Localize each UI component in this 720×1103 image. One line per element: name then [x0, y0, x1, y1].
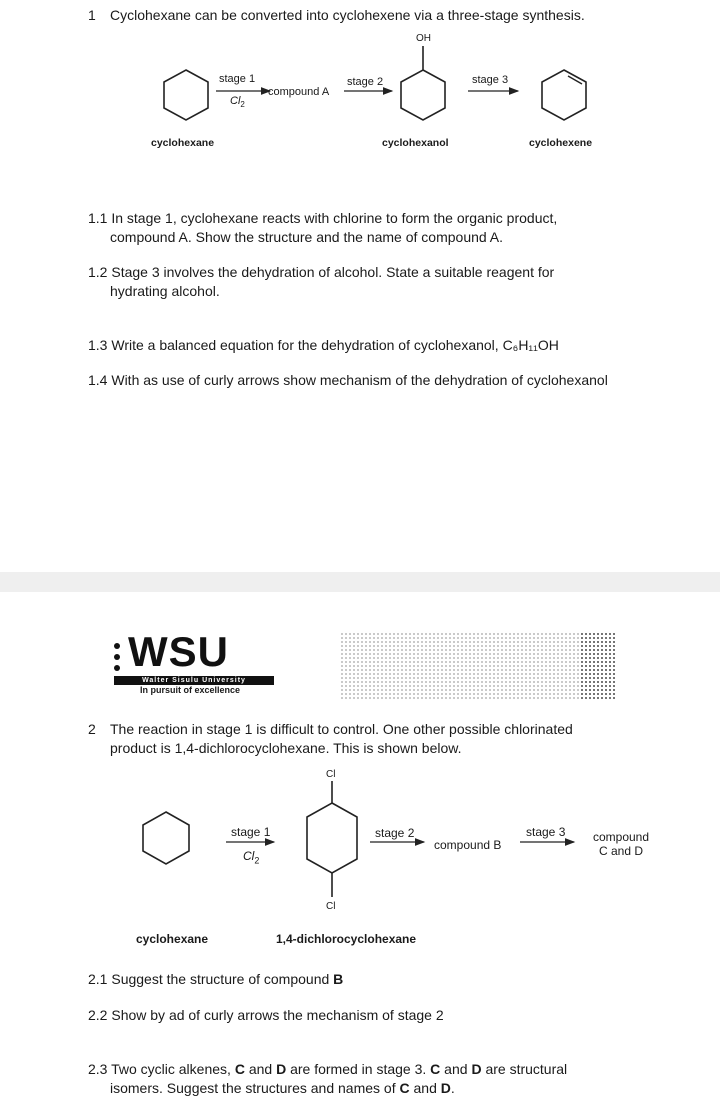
stage2-label: stage 2	[347, 76, 384, 88]
halftone-pattern-dark	[580, 632, 616, 700]
cyclohexene-ring	[542, 70, 586, 120]
question-1-1: 1.1 In stage 1, cyclohexane reacts with chlorine to form the organic product, compound A. Show the structure and the name of compound A.	[88, 210, 558, 245]
question-1-number: 1	[88, 7, 96, 23]
logo-university-band: Walter Sisulu University	[114, 676, 274, 685]
halftone-pattern	[340, 632, 616, 700]
question-1-3: 1.3 Write a balanced equation for the dehydration of cyclohexanol, C₆H₁₁OH	[88, 337, 559, 353]
compound-a-label: compound A	[268, 86, 330, 98]
dichlorocyclohexane-ring	[307, 803, 357, 873]
question-2-2: 2.2 Show by ad of curly arrows the mechanism of stage 2	[88, 1007, 444, 1023]
question-2-1: 2.1 Suggest the structure of compound B	[88, 971, 344, 987]
question-2-intro: The reaction in stage 1 is difficult to control. One other possible chlorinated product is 1,4-dichlorocyclohexane. This is shown below.	[110, 721, 573, 756]
logo-wordmark: WSU	[128, 628, 229, 675]
cyclohexene-label: cyclohexene	[529, 137, 593, 149]
stage3-label-2: stage 3	[526, 825, 566, 839]
cyclohexene-double-bond	[568, 76, 582, 84]
question-1-4: 1.4 With as use of curly arrows show mechanism of the dehydration of cyclohexanol	[88, 372, 608, 388]
cyclohexanol-ring	[401, 70, 445, 120]
cyclohexane-label: cyclohexane	[151, 137, 215, 149]
compound-cd-label: compound C and D	[592, 830, 650, 858]
cyclohexane-ring-2	[143, 812, 189, 864]
question-1-intro: Cyclohexane can be converted into cyclohexene via a three-stage synthesis.	[110, 7, 585, 23]
cl-top-label: Cl	[326, 769, 336, 780]
logo-dots	[114, 643, 122, 671]
question-2-number: 2	[88, 721, 96, 737]
page-separator	[0, 572, 720, 592]
cl2-reagent-2: $Cl_2$	[243, 849, 260, 866]
cyclohexane-label-2: cyclohexane	[136, 932, 209, 946]
stage1-label: stage 1	[219, 73, 256, 85]
stage3-label: stage 3	[472, 74, 509, 86]
oh-label: OH	[416, 33, 431, 44]
cl2-reagent: $Cl_2$	[230, 95, 245, 110]
stage2-label-2: stage 2	[375, 826, 415, 840]
question-1-2: 1.2 Stage 3 involves the dehydration of alcohol. State a suitable reagent for hydrating alcohol.	[88, 264, 555, 299]
cyclohexanol-label: cyclohexanol	[382, 137, 449, 149]
cyclohexane-ring-1	[164, 70, 208, 120]
stage1-label-2: stage 1	[231, 825, 271, 839]
dichlorocyclohexane-label: 1,4-dichlorocyclohexane	[276, 932, 417, 946]
compound-b-label: compound B	[434, 838, 502, 852]
logo-tagline: In pursuit of excellence	[140, 685, 241, 695]
question-2-3: 2.3 Two cyclic alkenes, C and D are formed in stage 3. C and D are structural isomers. Suggest the structures and names of C and D.	[88, 1061, 568, 1096]
cl-bottom-label: Cl	[326, 901, 336, 912]
